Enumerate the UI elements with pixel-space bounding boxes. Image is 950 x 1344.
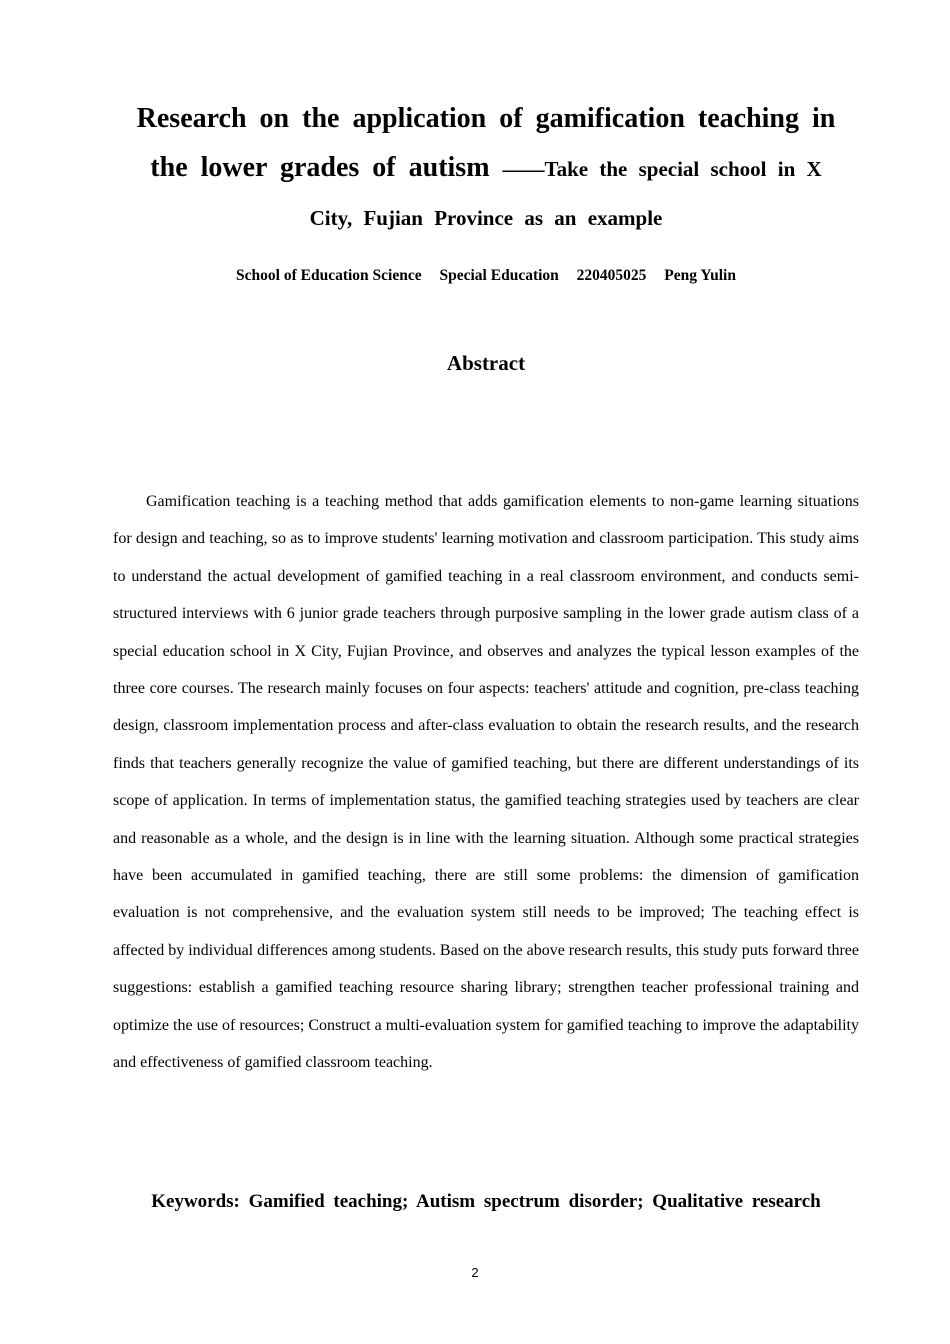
subtitle-start: ——Take the special school in X — [502, 157, 822, 181]
subtitle-line: City, Fujian Province as an example — [309, 206, 663, 230]
author-school: School of Education Science — [236, 267, 422, 284]
author-name: Peng Yulin — [664, 267, 736, 284]
abstract-body: Gamification teaching is a teaching method that adds gamification elements to non-game learning situations for design and teaching, so as to improve students' learning motivation and classroom participation. This study aims to understand the actual development of gamified teaching in a real classroom environment, and conducts semi-structured interviews with 6 junior grade teachers through purposive sampling in the lower grade autism class of a special education school in X City, Fujian Province, and observes and analyzes the typical lesson examples of the three core courses. The research mainly focuses on four aspects: teachers' attitude and cognition, pre-class teaching design, classroom implementation process and after-class evaluation to obtain the research results, and the research finds that teachers generally recognize the value of gamified teaching, but there are different understandings of its scope of application. In terms of implementation status, the gamified teaching strategies used by teachers are clear and reasonable as a whole, and the design is in line with the learning situation. Although some practical strategies have been accumulated in gamified teaching, there are still some problems: the dimension of gamification evaluation is not comprehensive, and the evaluation system still needs to be improved; The teaching effect is affected by individual differences among students. Based on the above research results, this study puts forward three suggestions: establish a gamified teaching resource sharing library; strengthen teacher professional training and optimize the use of resources; Construct a multi-evaluation system for gamified teaching to improve the adaptability and effectiveness of gamified classroom teaching. — [113, 493, 859, 1072]
paper-title — [113, 94, 859, 243]
keywords: Keywords: Gamified teaching; Autism spectrum disorder; Qualitative research — [151, 1191, 821, 1212]
author-info — [113, 267, 859, 285]
title-line-2 — [113, 143, 859, 194]
abstract-heading: Abstract — [446, 351, 526, 375]
page-number: 2 — [471, 1265, 479, 1280]
title-line-2-main: the lower grades of autism — [150, 152, 503, 183]
author-major: Special Education — [439, 267, 559, 284]
author-student-id: 220405025 — [576, 267, 647, 284]
title-line-1: Research on the application of gamification teaching in — [136, 103, 836, 134]
